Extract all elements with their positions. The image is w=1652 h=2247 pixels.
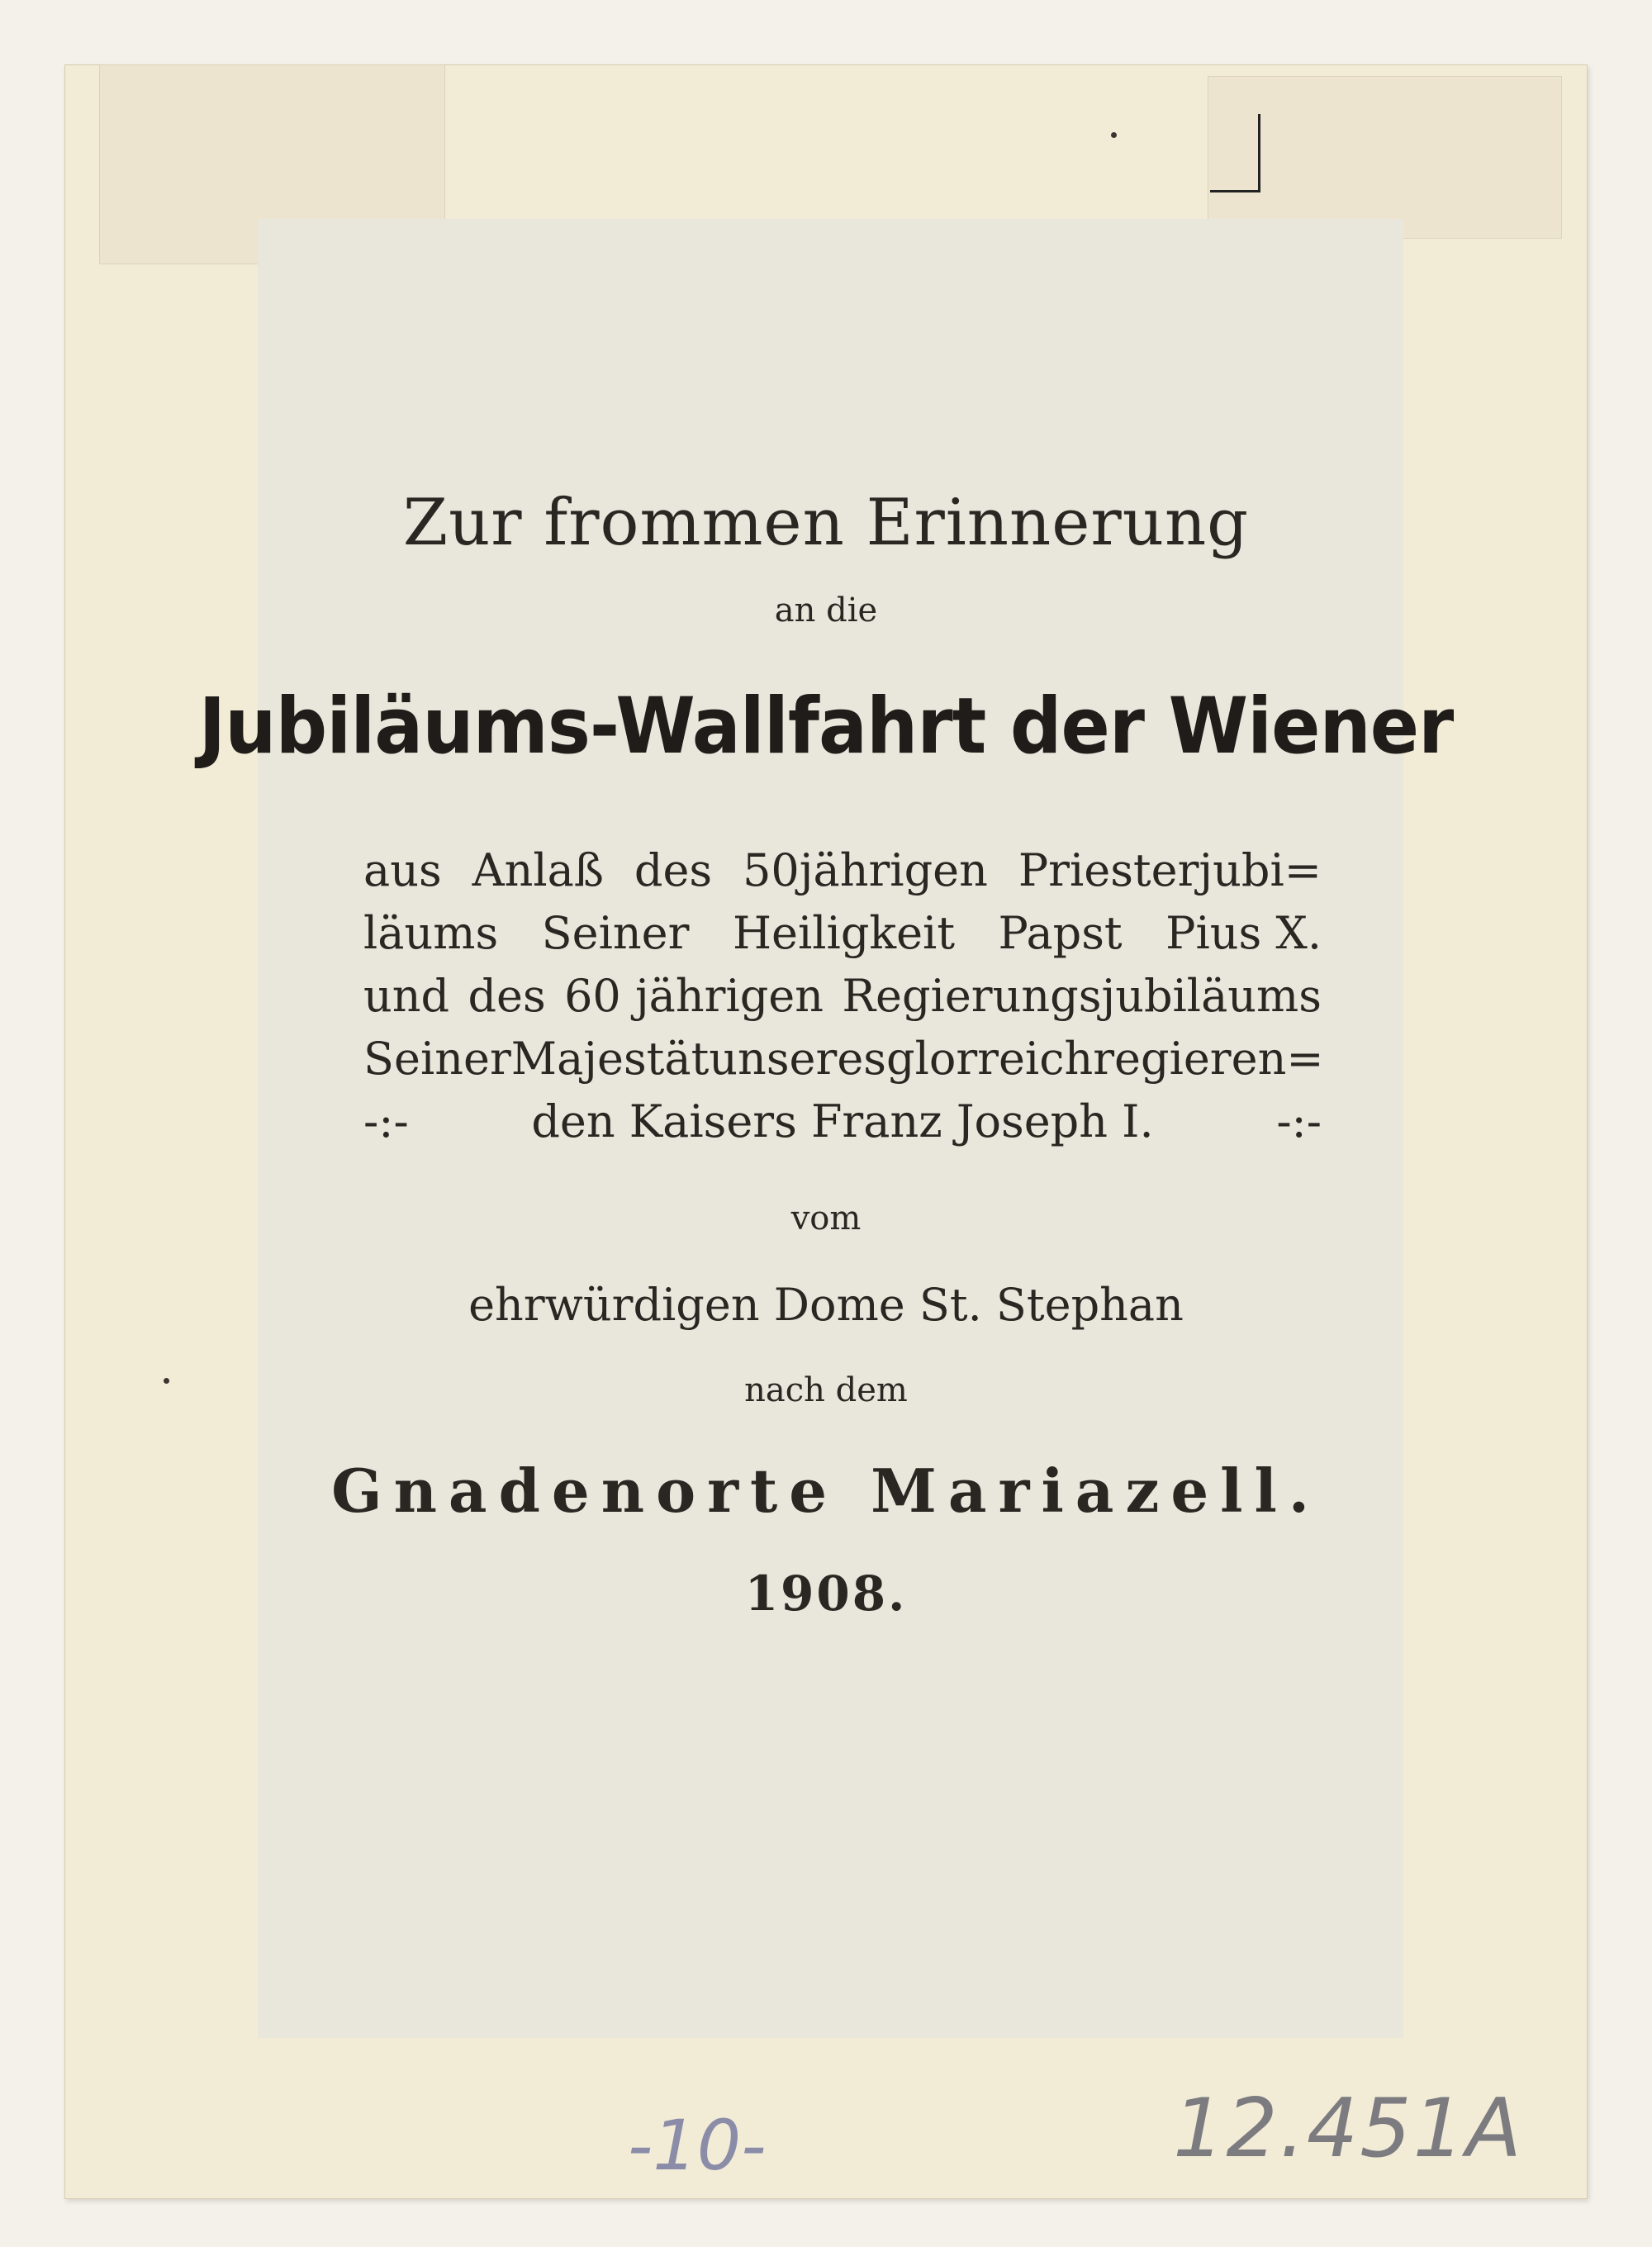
origin-text: ehrwürdigen Dome St. Stephan	[468, 1279, 1184, 1331]
headline: Jubiläums-Wallfahrt der Wiener	[198, 682, 1454, 772]
word: 50jährigen	[743, 844, 988, 896]
word: des	[634, 844, 713, 896]
word: 60 jährigen	[564, 970, 824, 1022]
word: Heiligkeit	[732, 907, 956, 959]
word: glorreich	[886, 1033, 1094, 1085]
word: läums	[363, 907, 499, 959]
word: aus	[363, 844, 442, 896]
word: Majestät	[510, 1033, 710, 1085]
text-line	[363, 839, 1322, 902]
ornament: -:-	[363, 1095, 409, 1147]
word: Regierungsjubiläums	[842, 970, 1322, 1022]
ornament: -:-	[1276, 1095, 1322, 1147]
text-line	[363, 1090, 1322, 1153]
destination-text: Gnadenorte Mariazell.	[331, 1456, 1321, 1526]
text-line	[363, 1028, 1322, 1090]
emperor-line: den Kaisers Franz Joseph I.	[531, 1095, 1154, 1147]
word: Seiner	[363, 1033, 511, 1085]
year: 1908.	[744, 1565, 908, 1622]
word: und	[363, 970, 450, 1022]
connector-text: an die	[774, 591, 878, 629]
word: Priesterjubi=	[1018, 844, 1322, 896]
speck	[1111, 132, 1117, 138]
text-line	[363, 902, 1322, 965]
card-title: Zur frommen Erinnerung	[402, 486, 1250, 560]
corner-mark	[1210, 114, 1260, 192]
pencil-inventory-number: 12.451A	[1173, 2082, 1523, 2176]
word: unseres	[709, 1033, 886, 1085]
text-line	[363, 965, 1322, 1028]
word: regieren=	[1093, 1033, 1324, 1085]
word: Pius X.	[1165, 907, 1322, 959]
word: des	[468, 970, 546, 1022]
word: Anlaß	[472, 844, 604, 896]
to-word: nach dem	[744, 1371, 908, 1409]
from-word: vom	[790, 1200, 862, 1238]
pencil-annotation: -10-	[628, 2105, 767, 2186]
word: Seiner	[541, 907, 690, 959]
mounting-tab-right	[1208, 76, 1562, 239]
word: Papst	[998, 907, 1123, 959]
dedication-text	[363, 839, 1322, 1153]
